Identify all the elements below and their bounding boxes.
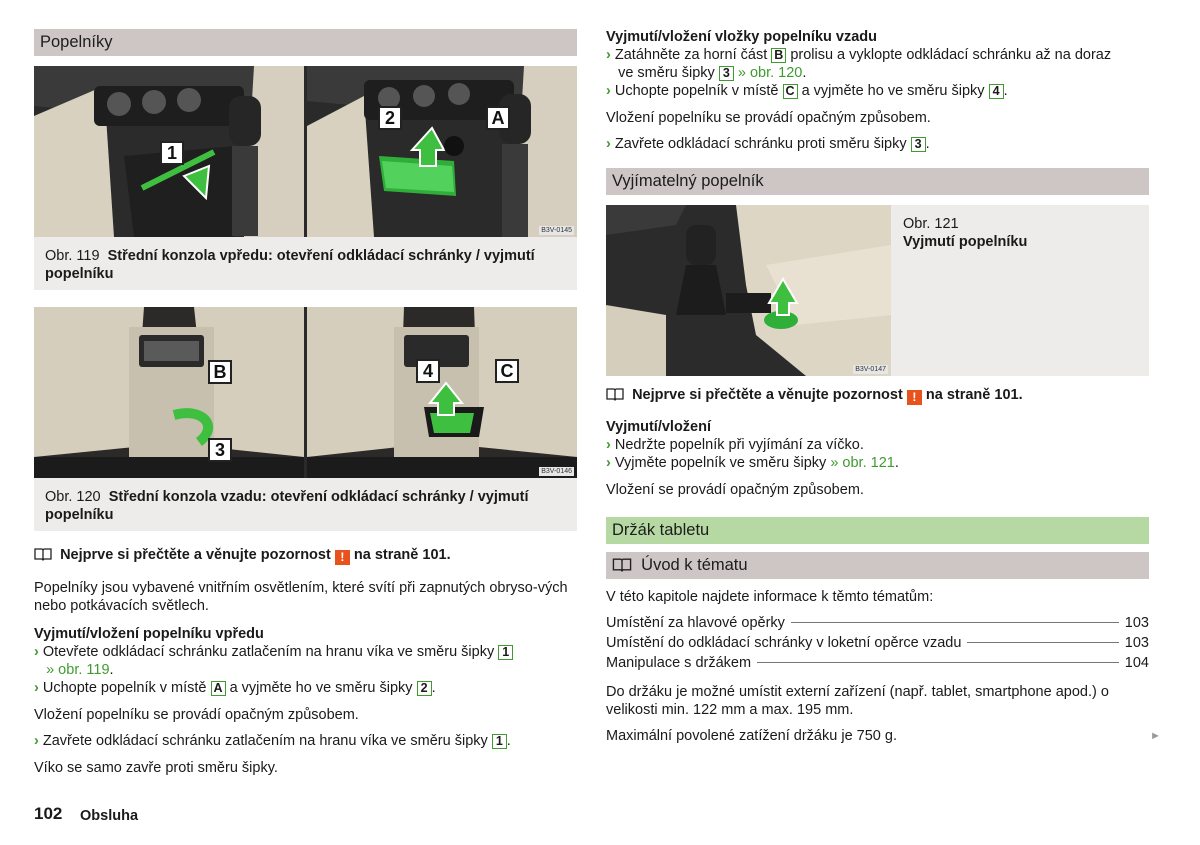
rear-close-step: › Zavřete odkládací schránku proti směru šipky 3 . xyxy=(606,136,930,152)
link-fig-120[interactable]: » obr. 120 xyxy=(737,65,803,81)
caption-text: Vyjmutí popelníku xyxy=(903,234,1028,250)
read-first-page: na straně 101. xyxy=(353,547,451,563)
book-icon xyxy=(34,547,52,561)
book-icon xyxy=(612,557,632,572)
front-step-2: › Uchopte popelník v místě A a vyjměte ho ve směru šipky 2 . xyxy=(34,680,436,696)
figure-code: B3V-0145 xyxy=(541,227,572,234)
figure-121-caption xyxy=(891,205,1149,376)
front-insert-note: Vložení popelníku se provádí opačným způsobem. xyxy=(34,707,359,723)
read-first-note xyxy=(606,386,1149,405)
lid-note: Víko se samo zavře proti směru šipky. xyxy=(34,760,278,776)
figure-120-caption xyxy=(34,478,577,531)
link-fig-121[interactable]: » obr. 121 xyxy=(830,455,895,471)
front-heading: Vyjmutí/vložení popelníku vpředu xyxy=(34,626,264,642)
figure-code: B3V-0147 xyxy=(855,366,886,373)
caption-number: Obr. 120 xyxy=(45,489,101,505)
rear-heading: Vyjmutí/vložení vložky popelníku vzadu xyxy=(606,29,877,45)
callout-4: 4 xyxy=(416,359,440,383)
ref-box-C: C xyxy=(783,84,798,99)
caption-text: Střední konzola vpředu: otevření odkládací schránky / vyjmutí popelníku xyxy=(45,248,535,282)
front-step-1: › Otevřete odkládací schránku zatlačením na hranu víka ve směru šipky 1 » obr. 119. xyxy=(34,643,577,679)
warning-icon: ! xyxy=(907,390,922,405)
toc-item[interactable]: Umístění za hlavové opěrky 103 xyxy=(606,615,1149,631)
subsection-title: Úvod k tématu xyxy=(641,556,748,574)
ref-box-1: 1 xyxy=(498,645,513,660)
tablet-paragraph-1: Do držáku je možné umístit externí zařízení (např. tablet, smartphone apod.) o velikosti min. 122 mm a max. 195 mm. xyxy=(606,684,1109,718)
caption-number: Obr. 119 xyxy=(45,248,100,264)
footer-section: Obsluha xyxy=(80,808,139,824)
ref-box-A: A xyxy=(211,681,226,696)
figure-code: B3V-0146 xyxy=(541,468,572,475)
front-close-step: › Zavřete odkládací schránku zatlačením na hranu víka ve směru šipky 1 . xyxy=(34,733,511,749)
rear-insert-note: Vložení popelníku se provádí opačným způsobem. xyxy=(606,110,931,126)
tablet-intro: V této kapitole najdete informace k těmto tématům: xyxy=(606,589,934,605)
figure-120-image xyxy=(34,307,577,478)
ref-box-3: 3 xyxy=(719,66,734,81)
warning-icon: ! xyxy=(335,550,350,565)
section-title-ashtrays: Popelníky xyxy=(34,29,577,56)
callout-1: 1 xyxy=(160,141,184,165)
subsection-intro xyxy=(606,552,1149,579)
section-title-removable-ashtray: Vyjímatelný popelník xyxy=(606,168,1149,195)
callout-C: C xyxy=(495,359,519,383)
tablet-paragraph-2: Maximální povolené zatížení držáku je 750 g. xyxy=(606,728,897,744)
callout-A: A xyxy=(486,106,510,130)
toc-list xyxy=(606,614,1149,674)
callout-3: 3 xyxy=(208,438,232,462)
ref-box-1: 1 xyxy=(492,734,507,749)
callout-B: B xyxy=(208,360,232,384)
book-icon xyxy=(606,387,624,401)
figure-119-caption xyxy=(34,237,577,290)
ref-box-4: 4 xyxy=(989,84,1004,99)
read-first-page: na straně 101. xyxy=(925,387,1023,403)
link-fig-119[interactable]: » obr. 119 xyxy=(46,662,110,678)
ref-box-B: B xyxy=(771,48,786,63)
intro-paragraph: Popelníky jsou vybavené vnitřním osvětlením, které svítí při zapnutých obryso-vých nebo potkávacích světlech. xyxy=(34,580,568,614)
removable-step-2: › Vyjměte popelník ve směru šipky » obr. 121. xyxy=(606,455,899,471)
figure-119 xyxy=(34,66,577,290)
ref-box-3: 3 xyxy=(911,137,926,152)
figure-120 xyxy=(34,307,577,531)
figure-119-image xyxy=(34,66,577,237)
figure-121-image xyxy=(606,205,891,376)
removable-heading: Vyjmutí/vložení xyxy=(606,419,712,435)
toc-item[interactable]: Umístění do odkládací schránky v loketní opěrce vzadu 103 xyxy=(606,635,1149,651)
rear-step-2: › Uchopte popelník v místě C a vyjměte ho ve směru šipky 4 . xyxy=(606,83,1008,99)
caption-number: Obr. 121 xyxy=(903,216,959,232)
page-number: 102 xyxy=(34,804,63,823)
callout-2: 2 xyxy=(378,106,402,130)
removable-step-1: › Nedržte popelník při vyjímání za víčko. xyxy=(606,437,864,453)
toc-item[interactable]: Manipulace s držákem 104 xyxy=(606,655,1149,671)
read-first-note xyxy=(34,546,577,565)
ref-box-2: 2 xyxy=(417,681,432,696)
section-title-tablet-holder: Držák tabletu xyxy=(606,517,1149,544)
read-first-text: Nejprve si přečtěte a věnujte pozornost xyxy=(632,387,903,403)
next-page-arrow-icon[interactable]: ► xyxy=(1150,730,1161,742)
caption-text: Střední konzola vzadu: otevření odkládací schránky / vyjmutí popelníku xyxy=(45,489,529,523)
removable-note: Vložení se provádí opačným způsobem. xyxy=(606,482,864,498)
read-first-text: Nejprve si přečtěte a věnujte pozornost xyxy=(60,547,331,563)
rear-step-1: › Zatáhněte za horní část B prolisu a vyklopte odkládací schránku až na doraz ve směru šipky 3 » obr. 120. xyxy=(606,47,1112,81)
